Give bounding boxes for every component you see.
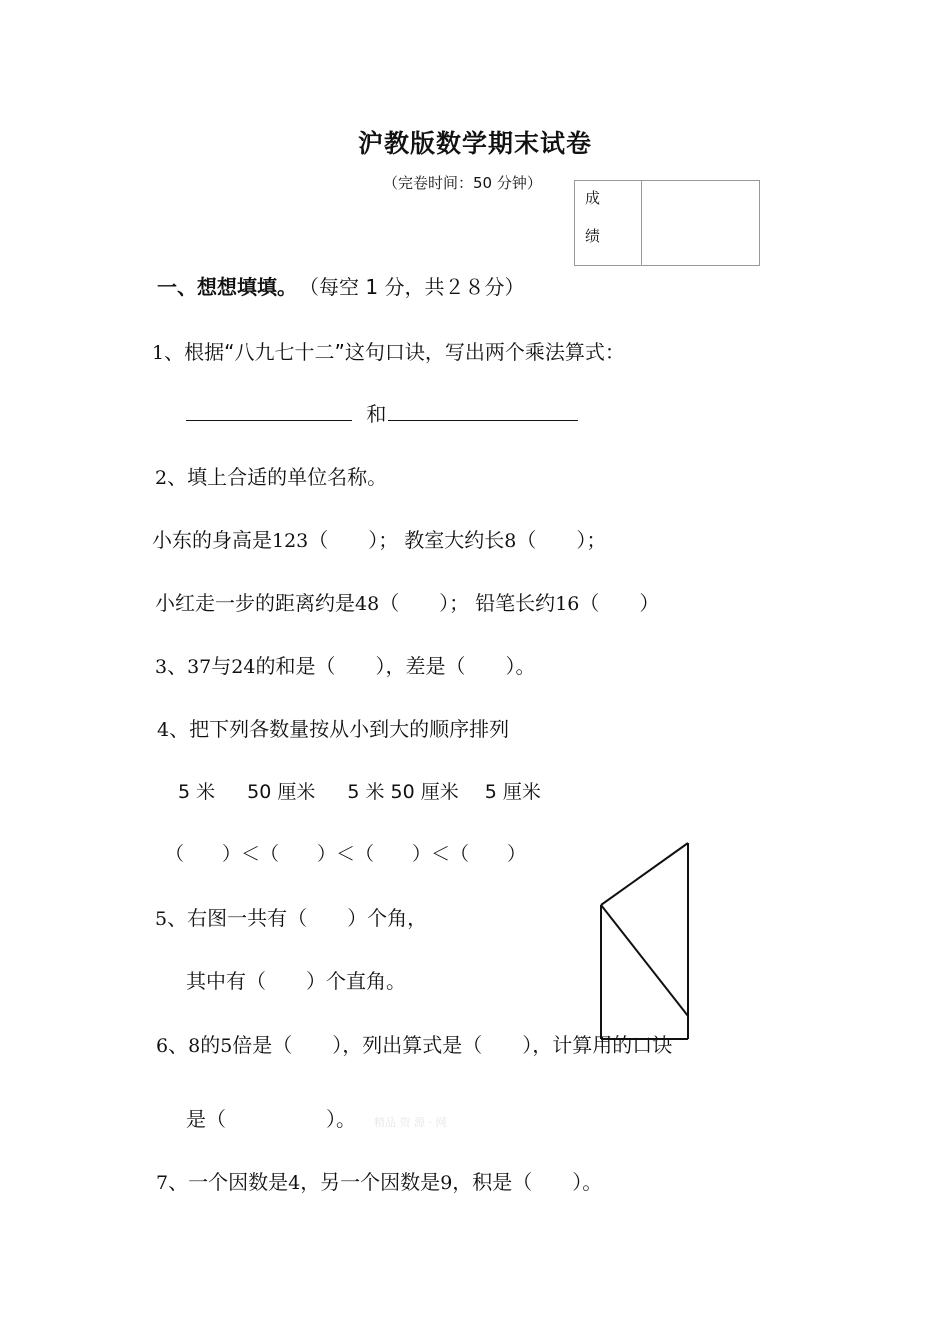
q6-text-b[interactable]: 倍是（ ），列出算式是（ ），计算用的口诀 [232,1033,673,1057]
q2-l1-a-blank[interactable]: （ ）； [308,528,399,552]
q6-number-2: 5 [220,1035,233,1057]
figure-top-edge [601,843,688,905]
page-title: 沪教版数学期末试卷 [357,129,592,158]
q2-l2-a-blank[interactable]: （ ）； [379,591,470,615]
q3-number-1: 37 [187,656,212,678]
q3-number: 3 [155,656,168,678]
q6-number: 6 [156,1035,169,1057]
section-title: 一、想想填填。 [157,275,297,299]
q1-and: 和 [366,402,387,426]
q5-line-2[interactable]: 其中有（ ）个直角。 [186,969,406,993]
q2-text: 、填上合适的单位名称。 [167,465,388,489]
q5-text[interactable]: 、右图一共有（ ）个角， [167,906,428,930]
q3-text-b[interactable]: 的和是（ ），差是（ ）。 [255,654,536,678]
q4-item: 5 厘米 [484,781,541,803]
q2-l2-b-label: 铅笔长约 [475,591,556,615]
q2-l2-b-number: 16 [555,593,580,615]
q3-text-a: 、 [167,654,188,678]
q2-l1-a-number: 123 [272,530,309,552]
q6-line-2 [186,1103,446,1132]
q2-l2-a-label: 小红走一步的距离约是 [155,591,355,615]
q6-text-a: 、 [168,1033,189,1057]
q5-number: 5 [155,908,168,930]
exam-duration: （完卷时间：50 分钟） [383,174,542,192]
question-6 [156,1029,672,1058]
figure-diagonal [601,905,688,1016]
q7-text-a: 、一个因数是 [168,1170,289,1194]
q7-number-1: 4 [288,1172,301,1194]
q6-text-mid: 的 [200,1033,221,1057]
q2-l1-b-blank[interactable]: （ ）； [516,528,607,552]
q6-number-1: 8 [188,1035,201,1057]
q4-number: 4 [157,719,170,741]
watermark: 精品 资 源 · 网 [374,1116,447,1129]
q1-number: 1 [152,342,165,364]
score-label-top: 成 [585,189,601,207]
q1-text: 、根据“八九七十二”这句口诀，写出两个乘法算式： [164,340,625,364]
q4-item: 5 米 [178,781,216,803]
q4-item: 5 米 50 厘米 [347,781,459,803]
q6-answer-blank[interactable]: 是（ ）。 [186,1107,356,1131]
q3-text-mid: 与 [211,654,232,678]
q2-l1-a-label: 小东的身高是 [152,528,272,552]
q2-l1-b-label: 教室大约长 [404,528,505,552]
q7-number: 7 [156,1172,169,1194]
q7-text-c[interactable]: ，积是（ ）。 [452,1170,603,1194]
q4-text: 、把下列各数量按从小到大的顺序排列 [169,717,510,741]
q2-number: 2 [155,467,168,489]
q4-item: 50 厘米 [247,781,316,803]
q2-l2-a-number: 48 [355,593,380,615]
q4-order-blanks[interactable]: （ ）＜（ ）＜（ ）＜（ ） [165,843,527,865]
q2-l1-b-number: 8 [504,530,517,552]
score-label-bottom: 绩 [585,227,601,245]
q7-text-b: ，另一个因数是 [300,1170,441,1194]
q7-number-2: 9 [440,1172,453,1194]
section-points: （每空 1 分，共２８分） [309,275,525,299]
q3-number-2: 24 [231,656,256,678]
question-7 [156,1166,602,1195]
q2-l2-b-blank[interactable]: （ ） [579,591,660,615]
